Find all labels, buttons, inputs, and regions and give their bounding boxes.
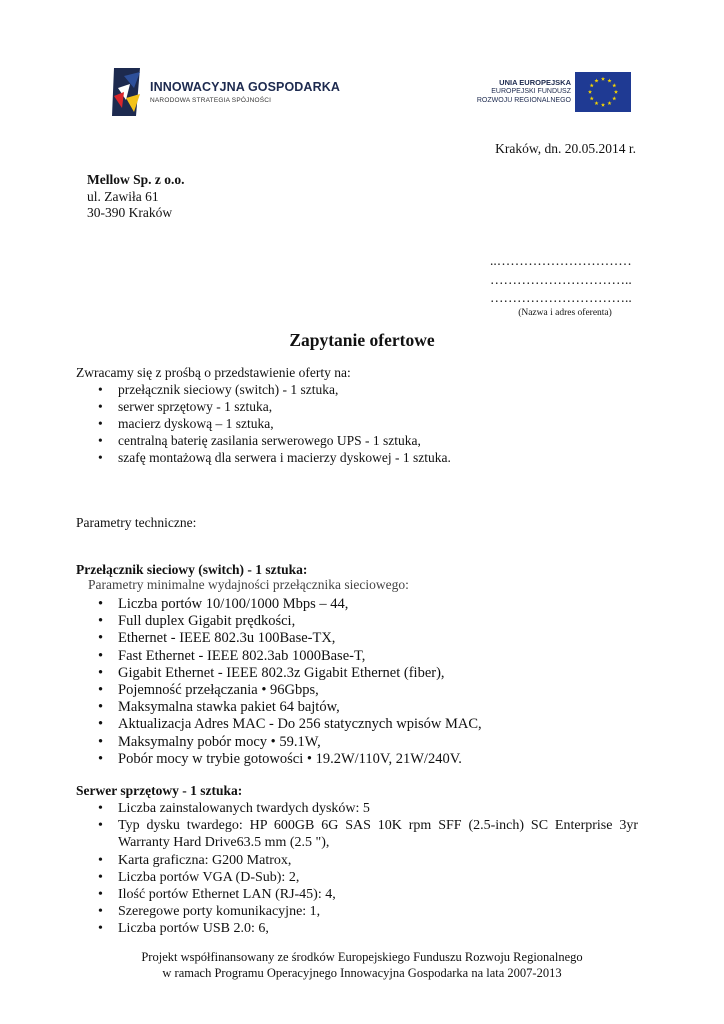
- eu-line-3: ROZWOJU REGIONALNEGO: [476, 97, 571, 104]
- bullet-icon: •: [98, 682, 104, 699]
- bullet-icon: •: [98, 869, 103, 885]
- bullet-icon: •: [98, 733, 104, 750]
- list-item-text: Maksymalny pobór mocy • 59.1W,: [118, 733, 321, 750]
- list-item: [98, 664, 482, 682]
- list-item-text: Karta graficzna: G200 Matrox,: [118, 852, 292, 868]
- list-item-text: Liczba portów USB 2.0: 6,: [118, 921, 269, 937]
- list-item-text: szafę montażową dla serwera i macierzy dyskowej - 1 sztuka.: [118, 450, 451, 465]
- list-item: [98, 800, 638, 817]
- list-item: [98, 699, 482, 716]
- bullet-icon: •: [98, 818, 103, 834]
- list-item-text: Liczba portów VGA (D-Sub): 2,: [118, 869, 300, 885]
- list-item-text: Pojemność przełączania • 96Gbps,: [118, 682, 319, 699]
- sender-city: 30-390 Kraków: [87, 205, 173, 220]
- bullet-icon: •: [98, 750, 104, 767]
- list-item-text: Aktualizacja Adres MAC - Do 256 statycznych wpisów MAC,: [118, 716, 482, 733]
- list-item: [98, 630, 482, 647]
- bullet-icon: •: [98, 399, 103, 414]
- sender-address: [87, 172, 185, 222]
- innowacyjna-gospodarka-emblem-icon: [110, 66, 146, 118]
- list-item-text: Fast Ethernet - IEEE 802.3ab 1000Base-T,: [118, 647, 366, 664]
- bullet-icon: •: [98, 921, 103, 937]
- bullet-icon: •: [98, 801, 103, 816]
- document-title: Zapytanie ofertowe: [289, 330, 435, 350]
- offerent-note: (Nazwa i adres oferenta): [518, 307, 612, 318]
- list-item-text: Pobór mocy w trybie gotowości • 19.2W/110V, 21W/240V.: [118, 750, 462, 767]
- footer: [0, 949, 724, 981]
- list-item-text: serwer sprzętowy - 1 sztuka,: [118, 399, 273, 414]
- params-heading: Parametry techniczne:: [76, 515, 197, 530]
- bullet-icon: •: [98, 887, 103, 903]
- switch-heading: Przełącznik sieciowy (switch) - 1 sztuka:: [76, 562, 308, 577]
- eu-flag-icon: [575, 72, 631, 112]
- server-list: [98, 800, 638, 938]
- list-item: [98, 647, 482, 665]
- list-item-text: Maksymalna stawka pakiet 64 bajtów,: [118, 699, 340, 716]
- logo-title: INNOWACYJNA GOSPODARKA: [150, 80, 340, 94]
- list-item: [98, 398, 451, 415]
- eu-line-1: UNIA EUROPEJSKA: [499, 78, 571, 87]
- list-item: [98, 716, 482, 733]
- list-item: [98, 733, 482, 751]
- list-item-text: Szeregowe porty komunikacyjne: 1,: [118, 904, 321, 920]
- bullet-icon: •: [98, 699, 104, 716]
- bullet-icon: •: [98, 433, 103, 448]
- list-item: [98, 613, 482, 630]
- bullet-icon: •: [98, 382, 103, 397]
- list-item: [98, 596, 482, 613]
- bullet-icon: •: [98, 450, 103, 465]
- innowacyjna-gospodarka-logo: [110, 66, 340, 118]
- server-heading: Serwer sprzętowy - 1 sztuka:: [76, 783, 243, 798]
- bullet-icon: •: [98, 716, 104, 733]
- list-item: [98, 415, 451, 432]
- list-item: [98, 852, 638, 869]
- list-item-text: Ethernet - IEEE 802.3u 100Base-TX,: [118, 630, 336, 647]
- bullet-icon: •: [98, 416, 103, 431]
- eu-logo-text: [477, 78, 571, 105]
- list-item: [98, 903, 638, 920]
- list-item-text: przełącznik sieciowy (switch) - 1 sztuka,: [118, 382, 339, 397]
- eu-line-2: EUROPEJSKI FUNDUSZ: [491, 88, 571, 95]
- eu-logo: [476, 70, 635, 114]
- bullet-icon: •: [98, 596, 104, 612]
- list-item: [98, 432, 451, 449]
- list-item: [98, 750, 482, 768]
- list-item-text: Liczba portów 10/100/1000 Mbps – 44,: [118, 596, 349, 612]
- list-item: [98, 886, 638, 903]
- list-item-text: Ilość portów Ethernet LAN (RJ-45): 4,: [118, 887, 336, 903]
- switch-list: [98, 596, 482, 768]
- bullet-icon: •: [98, 613, 104, 630]
- list-item-text: Typ dysku twardego: HP 600GB 6G SAS 10K rpm SFF (2.5-inch) SC Enterprise 3yr Warranty Hard Drive63.5 mm (2.5 "),: [118, 818, 638, 851]
- offerent-line-3: …………………………..: [490, 290, 632, 305]
- list-item: [98, 869, 638, 886]
- list-item-text: centralną baterię zasilania serwerowego UPS - 1 sztuka,: [118, 433, 421, 448]
- footer-line-1: Projekt współfinansowany ze środków Europejskiego Funduszu Rozwoju Regionalnego: [141, 950, 583, 964]
- bullet-icon: •: [98, 647, 104, 664]
- bullet-icon: •: [98, 630, 104, 647]
- list-item-text: Full duplex Gigabit prędkości,: [118, 613, 296, 630]
- offerent-block: [490, 252, 640, 319]
- bullet-icon: •: [98, 664, 104, 681]
- footer-line-2: w ramach Programu Operacyjnego Innowacyjna Gospodarka na lata 2007-2013: [162, 966, 562, 980]
- bullet-icon: •: [98, 852, 103, 868]
- sender-street: ul. Zawiła 61: [87, 188, 159, 204]
- list-item-text: Liczba zainstalowanych twardych dysków: 5: [118, 801, 370, 816]
- list-item-text: Gigabit Ethernet - IEEE 802.3z Gigabit Ethernet (fiber),: [118, 664, 445, 681]
- list-item: [98, 920, 638, 937]
- list-item: [98, 381, 451, 398]
- offerent-line-2: …………………………..: [490, 271, 632, 287]
- date-line: Kraków, dn. 20.05.2014 r.: [495, 141, 636, 156]
- intro-text: Zwracamy się z prośbą o przedstawienie oferty na:: [76, 365, 351, 380]
- logo-subtitle: NARODOWA STRATEGIA SPÓJNOŚCI: [150, 97, 272, 104]
- bullet-icon: •: [98, 904, 103, 920]
- list-item-text: macierz dyskową – 1 sztuka,: [118, 416, 274, 431]
- offer-list: [98, 381, 451, 466]
- offerent-line-1: ..…………………………: [490, 253, 632, 268]
- switch-subheading: Parametry minimalne wydajności przełącznika sieciowego:: [88, 577, 409, 592]
- list-item: [98, 682, 482, 699]
- list-item: [98, 817, 638, 851]
- list-item: [98, 449, 451, 466]
- sender-name: Mellow Sp. z o.o.: [87, 172, 185, 187]
